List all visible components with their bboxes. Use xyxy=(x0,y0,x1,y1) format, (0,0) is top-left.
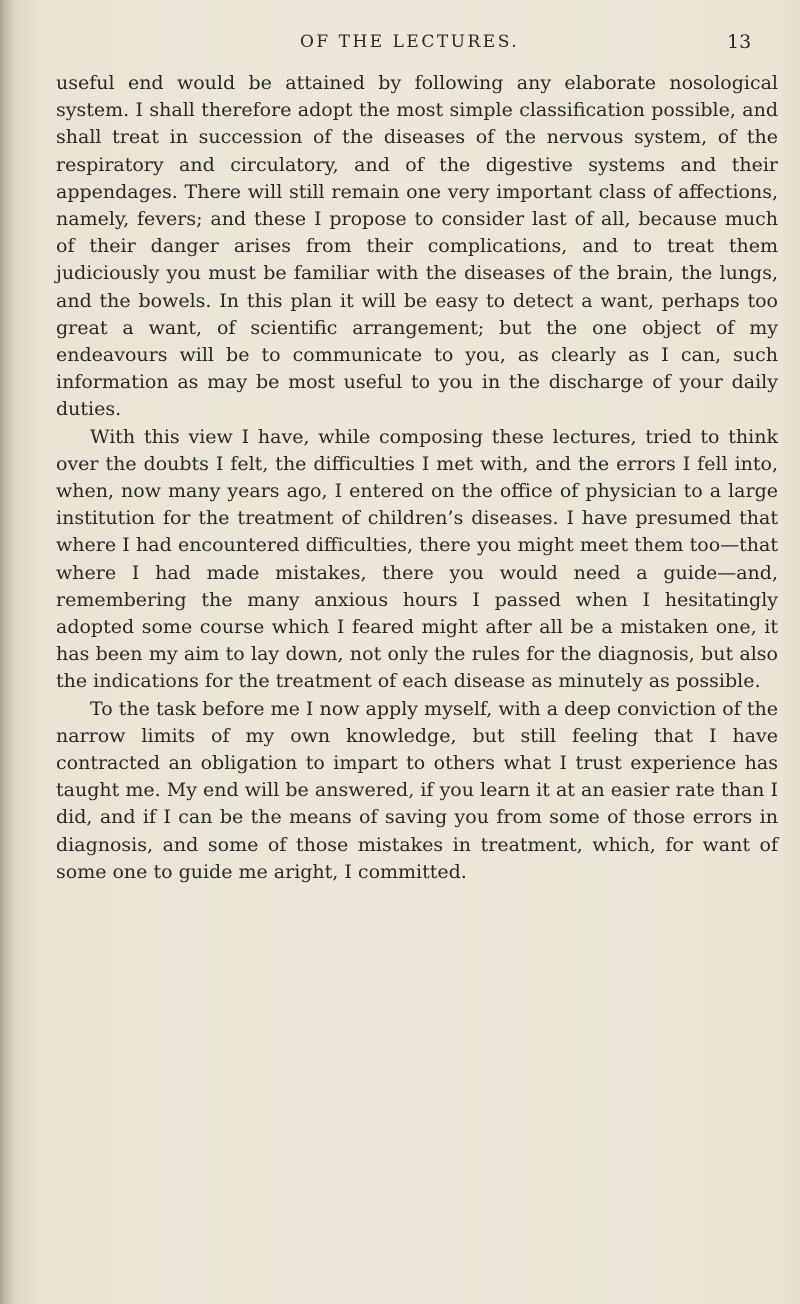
binding-gutter-shadow xyxy=(0,0,14,1304)
body-text xyxy=(56,70,778,886)
paragraph: With this view I have, while composing these lectures, tried to think over the doubts I felt, the difficulties I met with, and the errors I fell into, when, now many years ago, I entered on the office of physician to a large institution for the treatment of children’s diseases. I have presumed that where I had encountered difficulties, there you might meet them too—that where I had made mistakes, there you would need a guide—and, remembering the many anxious hours I passed when I hesitatingly adopted some course which I feared might after all be a mistaken one, it has been my aim to lay down, not only the rules for the diagnosis, but also the indications for the treatment of each disease as minutely as possible. xyxy=(56,425,778,693)
page-number: 13 xyxy=(727,31,752,53)
running-header xyxy=(0,22,800,62)
paragraph: useful end would be attained by following any elaborate nosological system. I shall therefore adopt the most simple classification possible, and shall treat in succession of the diseases of the nervous system, of the respiratory and circulatory, and of the digestive systems and their appendages. There will still remain one very important class of affections, namely, fevers; and these I propose to consider last of all, because much of their danger arises from their complications, and to treat them judiciously you must be familiar with the diseases of the brain, the lungs, and the bowels. In this plan it will be easy to detect a want, perhaps too great a want, of scientific arrangement; but the one object of my endeavours will be to communicate to you, as clearly as I can, such information as may be most useful to you in the discharge of your daily duties. xyxy=(56,72,778,421)
running-title: OF THE LECTURES. xyxy=(300,32,520,52)
paragraph: To the task before me I now apply myself, with a deep conviction of the narrow limits of my own knowledge, but still feeling that I have contracted an obligation to impart to others what I trust experience has taught me. My end will be answered, if you learn it at an easier rate than I did, and if I can be the means of saving you from some of those errors in diagnosis, and some of those mistakes in treatment, which, for want of some one to guide me aright, I committed. xyxy=(56,697,778,883)
